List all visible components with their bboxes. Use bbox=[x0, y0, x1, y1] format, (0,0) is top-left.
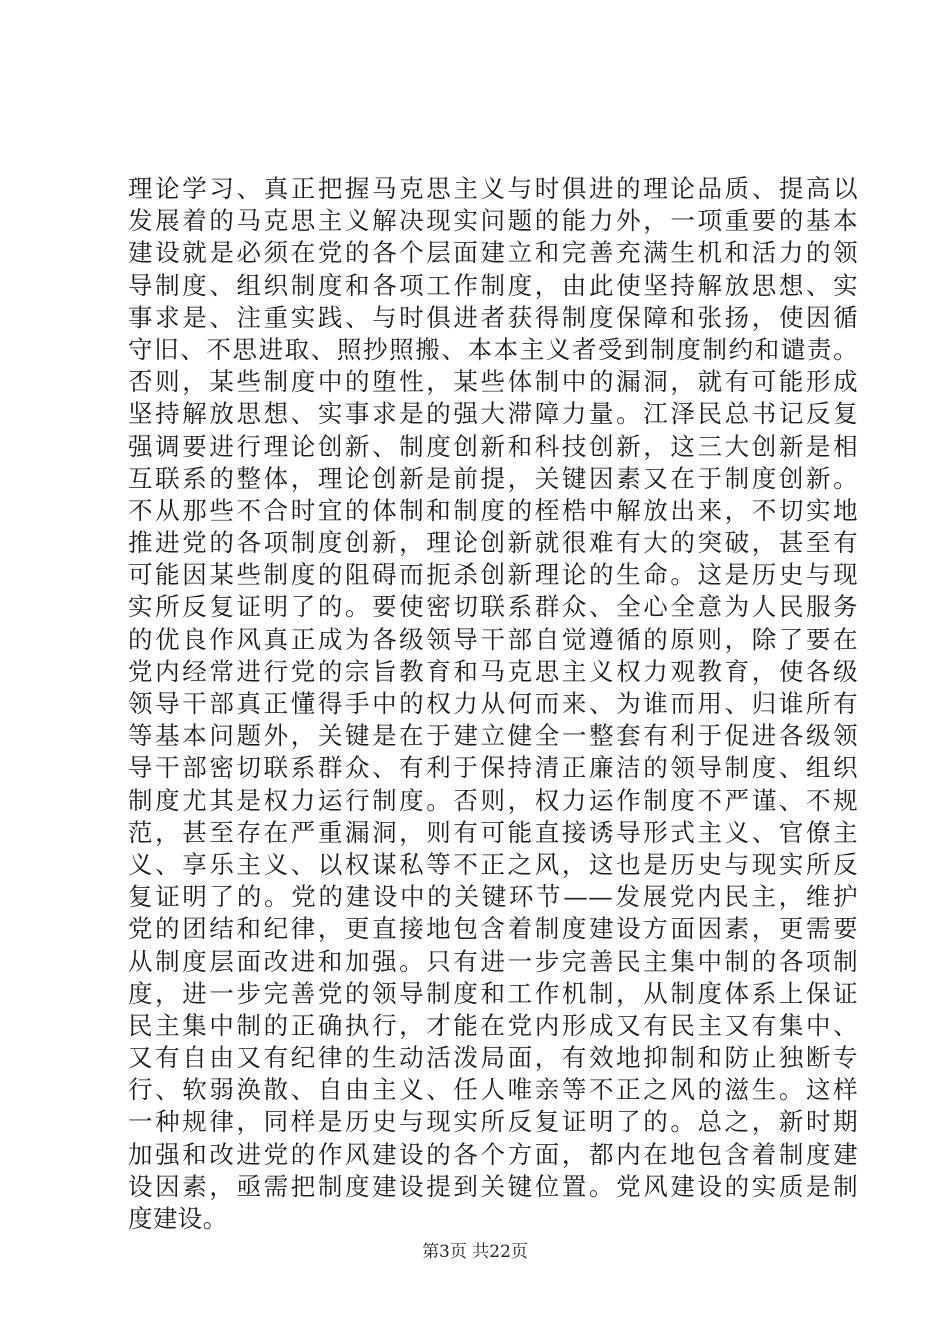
text-line: 党内经常进行党的宗旨教育和马克思主义权力观教育，使各级 bbox=[128, 656, 858, 686]
text-line: 事求是、注重实践、与时俱进者获得制度保障和张扬，使因循 bbox=[128, 302, 858, 332]
text-line: 发展着的马克思主义解决现实问题的能力外，一项重要的基本 bbox=[128, 206, 858, 236]
text-line: 可能因某些制度的阻碍而扼杀创新理论的生命。这是历史与现 bbox=[128, 560, 858, 590]
text-line: 推进党的各项制度创新，理论创新就很难有大的突破，甚至有 bbox=[128, 528, 858, 558]
text-line: 民主集中制的正确执行，才能在党内形成又有民主又有集中、 bbox=[128, 1010, 858, 1040]
text-line: 度建设。 bbox=[128, 1204, 228, 1233]
text-line: 的优良作风真正成为各级领导干部自觉遵循的原则，除了要在 bbox=[128, 624, 858, 654]
text-line: 党的团结和纪律，更直接地包含着制度建设方面因素，更需要 bbox=[128, 914, 858, 944]
text-line: 从制度层面改进和加强。只有进一步完善民主集中制的各项制 bbox=[128, 946, 858, 976]
text-line: 强调要进行理论创新、制度创新和科技创新，这三大创新是相 bbox=[128, 431, 858, 461]
text-line: 一种规律，同样是历史与现实所反复证明了的。总之，新时期 bbox=[128, 1107, 858, 1137]
text-line: 制度尤其是权力运行制度。否则，权力运作制度不严谨、不规 bbox=[128, 785, 858, 815]
text-line: 度，进一步完善党的领导制度和工作机制，从制度体系上保证 bbox=[128, 978, 858, 1008]
text-line: 建设就是必须在党的各个层面建立和完善充满生机和活力的领 bbox=[128, 238, 858, 268]
text-line: 坚持解放思想、实事求是的强大滞障力量。江泽民总书记反复 bbox=[128, 399, 858, 429]
text-line: 义、享乐主义、以权谋私等不正之风，这也是历史与现实所反 bbox=[128, 849, 858, 879]
text-line: 否则，某些制度中的堕性，某些体制中的漏洞，就有可能形成 bbox=[128, 367, 858, 397]
text-line: 互联系的整体，理论创新是前提，关键因素又在于制度创新。 bbox=[128, 463, 858, 493]
text-line: 导干部密切联系群众、有利于保持清正廉洁的领导制度、组织 bbox=[128, 753, 858, 783]
text-line: 领导干部真正懂得手中的权力从何而来、为谁而用、归谁所有 bbox=[128, 689, 858, 718]
text-line: 复证明了的。党的建设中的关键环节——发展党内民主，维护 bbox=[128, 882, 858, 912]
text-line: 等基本问题外，关键是在于建立健全一整套有利于促进各级领 bbox=[128, 721, 858, 751]
text-line: 不从那些不合时宜的体制和制度的桎梏中解放出来，不切实地 bbox=[128, 495, 858, 525]
text-line: 范，甚至存在严重漏洞，则有可能直接诱导形式主义、官僚主 bbox=[128, 817, 858, 847]
text-line: 加强和改进党的作风建设的各个方面，都内在地包含着制度建 bbox=[128, 1139, 858, 1169]
body-paragraph bbox=[128, 173, 858, 1235]
page-number-footer: 第3页 共22页 bbox=[422, 1242, 528, 1262]
text-line: 又有自由又有纪律的生动活泼局面，有效地抑制和防止独断专 bbox=[128, 1043, 858, 1073]
text-line: 实所反复证明了的。要使密切联系群众、全心全意为人民服务 bbox=[128, 592, 858, 622]
text-line: 守旧、不思进取、照抄照搬、本本主义者受到制度制约和谴责。 bbox=[128, 334, 858, 364]
text-line: 行、软弱涣散、自由主义、任人唯亲等不正之风的滋生。这样 bbox=[128, 1075, 858, 1105]
text-line: 导制度、组织制度和各项工作制度，由此使坚持解放思想、实 bbox=[128, 270, 858, 300]
text-line: 设因素，亟需把制度建设提到关键位置。党风建设的实质是制 bbox=[128, 1171, 858, 1201]
text-line: 理论学习、真正把握马克思主义与时俱进的理论品质、提高以 bbox=[128, 174, 858, 203]
